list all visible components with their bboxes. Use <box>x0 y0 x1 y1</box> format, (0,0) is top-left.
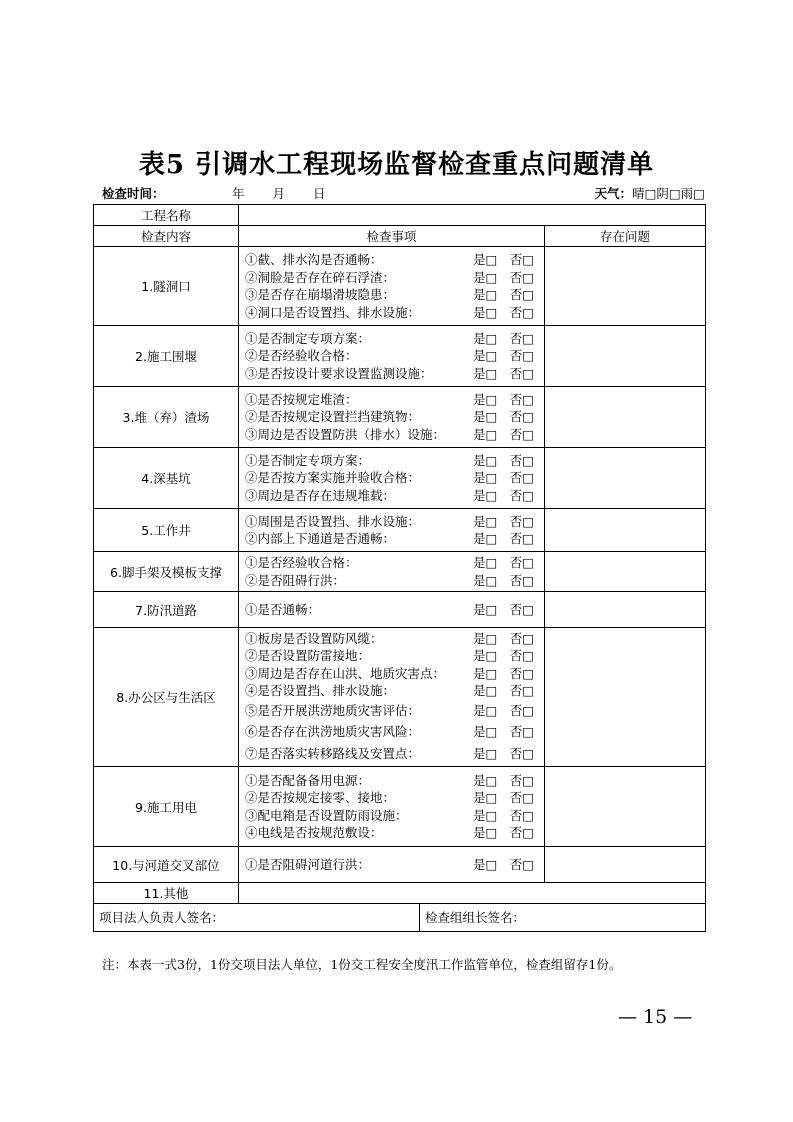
legal-person-signature-label: 项目法人负责人签名： <box>99 910 225 925</box>
issues-cell[interactable] <box>545 509 706 552</box>
header-content: 检查内容 <box>94 226 239 247</box>
section-name: 7.防汛道路 <box>94 592 239 628</box>
signature-row <box>94 904 706 932</box>
yes-no-checkbox[interactable]: 是□ 否□ <box>473 772 535 788</box>
check-item-text: ③是否存在崩塌滑坡隐患： <box>245 287 396 302</box>
check-item-text: ③周边是否存在山洪、地质灾害点： <box>245 665 446 681</box>
header-items: 检查事项 <box>239 226 545 247</box>
weather <box>595 184 705 202</box>
table-row <box>94 247 706 326</box>
check-date: 年 月 日 <box>232 186 327 201</box>
check-item-text: ①是否制定专项方案： <box>245 452 371 468</box>
issues-cell[interactable] <box>545 387 706 448</box>
other-value[interactable] <box>239 883 706 904</box>
yes-no-checkbox[interactable]: 是□ 否□ <box>473 572 535 588</box>
weather-label: 天气： <box>594 186 633 201</box>
yes-no-checkbox[interactable]: 是□ 否□ <box>473 531 535 546</box>
check-item-text: ②是否按规定设置拦挡建筑物： <box>245 409 421 425</box>
check-item-text: ③配电箱是否设置防雨设施： <box>245 807 408 823</box>
section-name: 2.施工围堰 <box>94 326 239 387</box>
section-items <box>239 326 545 387</box>
header-row <box>94 226 706 247</box>
section-items <box>239 847 545 883</box>
leader-signature-label: 检查组组长签名： <box>425 910 526 925</box>
yes-no-checkbox[interactable]: 是□ 否□ <box>473 513 535 529</box>
check-item <box>245 630 544 648</box>
check-item <box>245 572 544 590</box>
yes-no-checkbox[interactable]: 是□ 否□ <box>473 856 535 872</box>
check-item <box>245 469 544 487</box>
checklist-table <box>93 204 706 932</box>
check-item-text: ③周边是否设置防洪（排水）设施： <box>245 426 446 442</box>
yes-no-checkbox[interactable]: 是□ 否□ <box>473 470 535 486</box>
table-row <box>94 448 706 509</box>
issues-cell[interactable] <box>545 847 706 883</box>
table-row <box>94 628 706 767</box>
section-name: 5.工作井 <box>94 509 239 552</box>
yes-no-checkbox[interactable]: 是□ 否□ <box>473 724 535 740</box>
issues-cell[interactable] <box>545 552 706 592</box>
check-item-text: ④是否设置挡、排水设施： <box>245 683 396 699</box>
section-items <box>239 628 545 767</box>
yes-no-checkbox[interactable]: 是□ 否□ <box>473 825 535 840</box>
check-item <box>245 789 544 807</box>
table-row <box>94 592 706 628</box>
check-item-text: ⑥是否存在洪涝地质灾害风险： <box>245 724 421 740</box>
section-name: 9.施工用电 <box>94 767 239 847</box>
table-row <box>94 387 706 448</box>
yes-no-checkbox[interactable]: 是□ 否□ <box>473 426 535 442</box>
check-item-text: ②是否按规定接零、接地： <box>245 790 396 805</box>
section-name: 8.办公区与生活区 <box>94 628 239 767</box>
section-name: 1.隧洞口 <box>94 247 239 326</box>
check-item <box>245 721 544 743</box>
other-label: 11.其他 <box>94 883 239 904</box>
section-name: 6.脚手架及模板支撑 <box>94 552 239 592</box>
check-item-text: ①周围是否设置挡、排水设施： <box>245 513 421 529</box>
yes-no-checkbox[interactable]: 是□ 否□ <box>473 287 535 302</box>
yes-no-checkbox[interactable]: 是□ 否□ <box>473 487 535 503</box>
page-title: 表5 引调水工程现场监督检查重点问题清单 <box>138 150 655 180</box>
yes-no-checkbox[interactable]: 是□ 否□ <box>473 601 535 617</box>
check-item <box>245 665 544 683</box>
check-item <box>245 426 544 444</box>
table-row <box>94 326 706 387</box>
yes-no-checkbox[interactable]: 是□ 否□ <box>473 630 535 646</box>
check-item <box>245 251 544 269</box>
check-item <box>245 408 544 426</box>
table-row <box>94 509 706 552</box>
yes-no-checkbox[interactable]: 是□ 否□ <box>473 252 535 267</box>
page-number: — 15 — <box>618 1006 693 1028</box>
meta-row <box>93 184 705 202</box>
yes-no-checkbox[interactable]: 是□ 否□ <box>473 348 535 364</box>
section-name: 4.深基坑 <box>94 448 239 509</box>
project-name-row <box>94 205 706 226</box>
check-item-text: ①是否通畅： <box>245 601 321 617</box>
check-item <box>245 347 544 365</box>
check-item <box>245 487 544 505</box>
check-item <box>245 286 544 304</box>
weather-options: 晴□阴□雨□ <box>632 186 705 201</box>
check-item-text: ①是否经验收合格： <box>245 555 358 570</box>
yes-no-checkbox[interactable]: 是□ 否□ <box>473 648 535 664</box>
table-row <box>94 847 706 883</box>
check-item-text: ②是否设置防雷接地： <box>245 648 371 664</box>
check-item-text: ②洞脸是否存在碎石浮渣： <box>245 269 396 285</box>
section-items <box>239 247 545 326</box>
check-item-text: ⑦是否落实转移路线及安置点： <box>245 745 421 761</box>
check-item <box>245 682 544 700</box>
section-items <box>239 448 545 509</box>
leader-signature[interactable] <box>420 904 705 931</box>
check-item-text: ②是否经验收合格： <box>245 348 358 364</box>
check-item-text: ①是否阻碍河道行洪： <box>245 856 371 872</box>
check-item <box>245 513 544 531</box>
other-row <box>94 883 706 904</box>
check-item <box>245 700 544 722</box>
project-name-label: 工程名称 <box>94 205 239 226</box>
issues-cell[interactable] <box>545 628 706 767</box>
check-item <box>245 452 544 470</box>
check-item-text: ④洞口是否设置挡、排水设施： <box>245 304 421 320</box>
check-item <box>245 530 544 548</box>
yes-no-checkbox[interactable]: 是□ 否□ <box>473 269 535 285</box>
signature-cell <box>94 904 706 932</box>
check-item <box>245 365 544 383</box>
issues-cell[interactable] <box>545 448 706 509</box>
legal-person-signature[interactable] <box>94 904 420 931</box>
yes-no-checkbox[interactable]: 是□ 否□ <box>473 665 535 681</box>
section-items <box>239 592 545 628</box>
section-items <box>239 509 545 552</box>
check-item <box>245 330 544 348</box>
yes-no-checkbox[interactable]: 是□ 否□ <box>473 745 535 761</box>
section-items <box>239 387 545 448</box>
check-item-text: ①是否制定专项方案： <box>245 330 371 346</box>
issues-cell[interactable] <box>545 767 706 847</box>
issues-cell[interactable] <box>545 326 706 387</box>
check-item-text: ⑤是否开展洪涝地质灾害评估： <box>245 702 421 718</box>
check-item-text: ③周边是否存在违规堆载： <box>245 487 396 503</box>
check-item <box>245 856 544 874</box>
check-item <box>245 391 544 409</box>
yes-no-checkbox[interactable]: 是□ 否□ <box>473 683 535 699</box>
yes-no-checkbox[interactable]: 是□ 否□ <box>473 365 535 381</box>
project-name-value[interactable] <box>239 205 706 226</box>
yes-no-checkbox[interactable]: 是□ 否□ <box>473 702 535 718</box>
check-item <box>245 554 544 572</box>
check-time-label: 检查时间： <box>102 186 165 201</box>
check-item <box>245 601 544 619</box>
check-item-text: ①截、排水沟是否通畅： <box>245 252 383 267</box>
check-item-text: ②是否阻碍行洪： <box>245 572 346 588</box>
check-item <box>245 807 544 825</box>
check-item-text: ③是否按设计要求设置监测设施： <box>245 365 433 381</box>
footnote: 注：本表一式3份，1份交项目法人单位，1份交工程安全度汛工作监管单位，检查组留存1份。 <box>102 957 622 972</box>
section-name: 3.堆（弃）渣场 <box>94 387 239 448</box>
section-items <box>239 767 545 847</box>
check-item-text: ②是否按方案实施并验收合格： <box>245 470 421 486</box>
yes-no-checkbox[interactable]: 是□ 否□ <box>473 790 535 805</box>
yes-no-checkbox[interactable]: 是□ 否□ <box>473 304 535 320</box>
check-item <box>245 647 544 665</box>
header-issues: 存在问题 <box>545 226 706 247</box>
check-item-text: ①是否按规定堆渣： <box>245 391 358 407</box>
issues-cell[interactable] <box>545 247 706 326</box>
yes-no-checkbox[interactable]: 是□ 否□ <box>473 409 535 425</box>
check-item <box>245 772 544 790</box>
check-item-text: ①是否配备备用电源： <box>245 772 371 788</box>
section-name: 10.与河道交叉部位 <box>94 847 239 883</box>
check-item-text: ②内部上下通道是否通畅： <box>245 531 396 546</box>
check-item-text: ①板房是否设置防风缆： <box>245 630 383 646</box>
issues-cell[interactable] <box>545 592 706 628</box>
yes-no-checkbox[interactable]: 是□ 否□ <box>473 555 535 570</box>
check-item <box>245 269 544 287</box>
check-item-text: ④电线是否按规范敷设： <box>245 825 383 840</box>
table-row <box>94 552 706 592</box>
section-items <box>239 552 545 592</box>
check-item <box>245 304 544 322</box>
table-row <box>94 767 706 847</box>
check-item <box>245 743 544 765</box>
yes-no-checkbox[interactable]: 是□ 否□ <box>473 330 535 346</box>
yes-no-checkbox[interactable]: 是□ 否□ <box>473 391 535 407</box>
yes-no-checkbox[interactable]: 是□ 否□ <box>473 452 535 468</box>
check-item <box>245 824 544 842</box>
yes-no-checkbox[interactable]: 是□ 否□ <box>473 807 535 823</box>
